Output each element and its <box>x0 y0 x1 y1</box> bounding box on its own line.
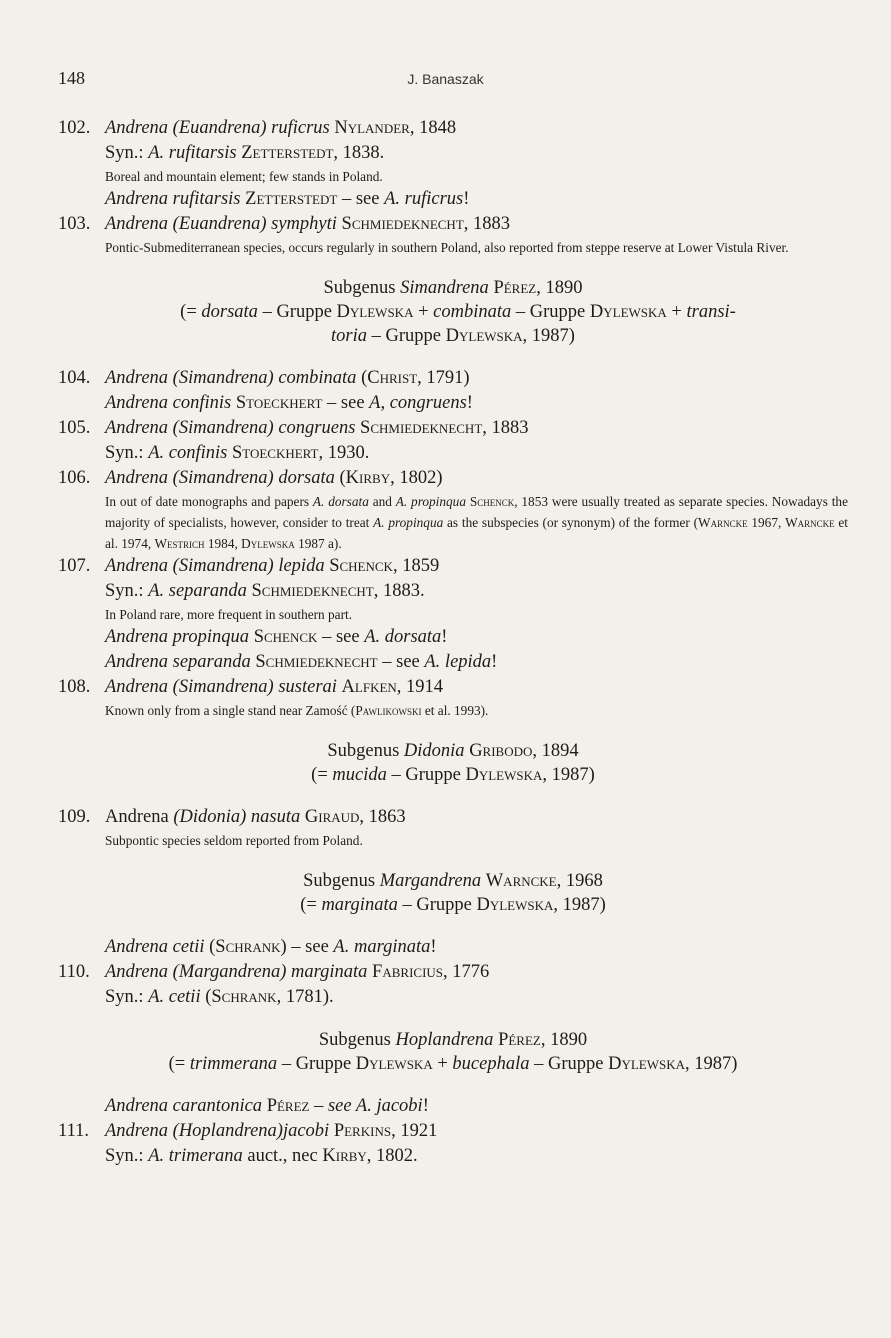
note-102: Boreal and mountain element; few stands in Poland. <box>105 169 383 184</box>
note-106: In out of date monographs and papers A. dorsata and A. propinqua Schenck, 1853 were usually treated as separate species. Nowadays the majority of specialists, however, consider to treat A. propinqua as the subspecies (or synonym) of the former (Warncke 1967, Warncke et al. 1974, Westrich 1984, Dylewska 1987 a). <box>105 494 848 551</box>
entry-106: 106. Andrena (Simandrena) dorsata (Kirby, 1802) <box>58 468 443 488</box>
entry-103: 103. Andrena (Euandrena) symphyti Schmiedeknecht, 1883 <box>58 214 511 234</box>
subgenus-heading-didonia: Subgenus Didonia Gribodo, 1894 <box>327 741 579 761</box>
subgenus-groups-margandrena: (= marginata – Gruppe Dylewska, 1987) <box>300 895 606 915</box>
subgenus-groups-hoplandrena: (= trimmerana – Gruppe Dylewska + bucephala – Gruppe Dylewska, 1987) <box>168 1054 738 1074</box>
subgenus-groups-simandrena-cont: toria – Gruppe Dylewska, 1987) <box>331 326 575 346</box>
species-list <box>58 116 848 1169</box>
entry-105: 105. Andrena (Simandrena) congruens Schmiedeknecht, 1883 <box>58 418 529 438</box>
page-header <box>58 68 833 92</box>
entry-107: 107. Andrena (Simandrena) lepida Schenck, 1859 <box>58 556 440 576</box>
cross-ref-102: Andrena rufitarsis Zetterstedt – see A. ruficrus! <box>105 189 470 209</box>
synonym-102: Syn.: A. rufitarsis Zetterstedt, 1838. <box>105 143 385 163</box>
entry-111: 111. Andrena (Hoplandrena)jacobi Perkins, 1921 <box>58 1121 438 1141</box>
note-109: Subpontic species seldom reported from Poland. <box>105 833 363 848</box>
entry-109: 109. Andrena (Didonia) nasuta Giraud, 1863 <box>58 807 406 827</box>
cross-ref-110: Andrena cetii (Schrank) – see A. marginata! <box>105 937 437 957</box>
entry-108: 108. Andrena (Simandrena) susterai Alfken, 1914 <box>58 677 444 697</box>
synonym-110: Syn.: A. cetii (Schrank, 1781). <box>105 987 334 1007</box>
subgenus-groups-simandrena: (= dorsata – Gruppe Dylewska + combinata – Gruppe Dylewska + transi- <box>180 302 736 322</box>
note-103: Pontic-Submediterranean species, occurs regularly in southern Poland, also reported from steppe reserve at Lower Vistula River. <box>105 240 789 255</box>
subgenus-heading-simandrena: Subgenus Simandrena Pérez, 1890 <box>323 278 583 298</box>
cross-ref-107b: Andrena separanda Schmiedeknecht – see A. lepida! <box>105 652 498 672</box>
cross-ref-107a: Andrena propinqua Schenck – see A. dorsata! <box>105 627 448 647</box>
entry-102: 102. Andrena (Euandrena) ruficrus Nylander, 1848 <box>58 118 457 138</box>
note-107: In Poland rare, more frequent in southern part. <box>105 607 353 622</box>
cross-ref-104: Andrena confinis Stoeckhert – see A, congruens! <box>105 393 473 413</box>
synonym-111: Syn.: A. trimerana auct., nec Kirby, 1802. <box>105 1146 418 1166</box>
entry-110: 110. Andrena (Margandrena) marginata Fabricius, 1776 <box>58 962 490 982</box>
cross-ref-111: Andrena carantonica Pérez – see A. jacobi! <box>105 1096 429 1116</box>
note-108: Known only from a single stand near Zamość (Pawlikowski et al. 1993). <box>105 703 489 718</box>
synonym-105: Syn.: A. confinis Stoeckhert, 1930. <box>105 443 370 463</box>
running-head: J. Banaszak <box>407 71 484 87</box>
synonym-107: Syn.: A. separanda Schmiedeknecht, 1883. <box>105 581 425 601</box>
subgenus-groups-didonia: (= mucida – Gruppe Dylewska, 1987) <box>311 765 595 785</box>
subgenus-heading-hoplandrena: Subgenus Hoplandrena Pérez, 1890 <box>318 1030 588 1050</box>
page-number: 148 <box>58 68 85 88</box>
subgenus-heading-margandrena: Subgenus Margandrena Warncke, 1968 <box>303 871 603 891</box>
entry-104: 104. Andrena (Simandrena) combinata (Christ, 1791) <box>58 368 470 388</box>
